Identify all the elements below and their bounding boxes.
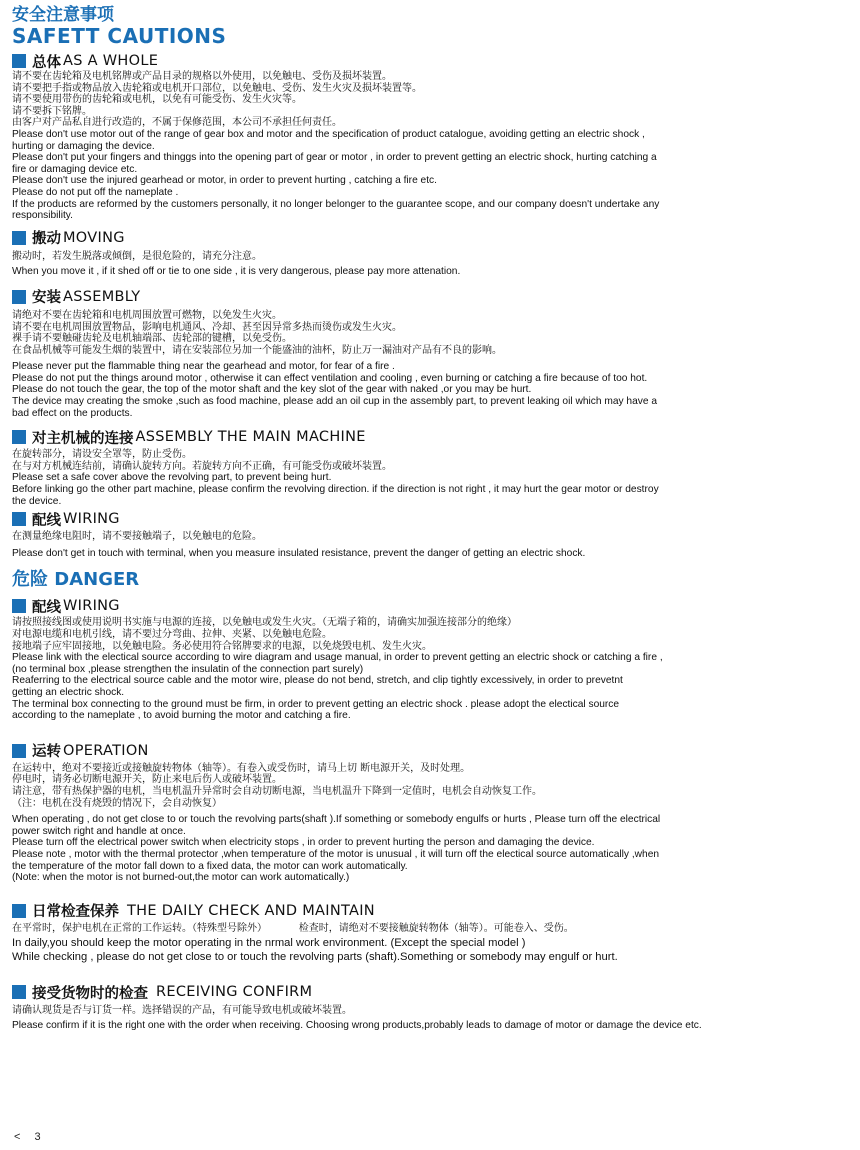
text-line: 请不要把手指或物品放入齿轮箱或电机开口部位，以免触电、受伤、发生火灾及损坏装置等。 — [12, 82, 422, 94]
text-line: The device may creating the smoke ,such as food machine, please add an oil cup in the assembly part, to prevent leaking oil which may have a — [12, 396, 657, 408]
operation-body — [12, 763, 848, 884]
section-title-en: WIRING — [63, 598, 120, 615]
section-header-whole — [12, 51, 848, 71]
section-title-cn: 安装 — [32, 290, 61, 307]
section-title-en: AS A WHOLE — [63, 53, 159, 69]
text-line: 请注意，带有热保护器的电机，当电机温升异常时会自动切断电源，当电机温升下降到一定值时，电机会自动恢复工作。 — [12, 785, 542, 797]
text-line: 对电源电缆和电机引线，请不要过分弯曲、拉伸、夹紧、以免触电危险。 — [12, 629, 332, 640]
section-title-en: RECEIVING CONFIRM — [156, 984, 313, 1001]
text-line: 搬动时，若发生脱落或倾倒，是很危险的，请充分注意。 — [12, 250, 262, 262]
text-line: Please don't get in touch with terminal, when you measure insulated resistance, prevent the danger of getting an electric shock. — [12, 547, 586, 559]
text-line: Please turn off the electrical power switch when electricity stops , in order to prevent hurting the person and damaging the device. — [12, 837, 595, 849]
text-line: 裸手请不要触碰齿轮及电机轴端部、齿轮部的键槽，以免受伤。 — [12, 333, 292, 345]
text-line: responsibility. — [12, 210, 73, 222]
previous-page-button[interactable]: < — [14, 1131, 21, 1143]
text-line: 在旋转部分，请设安全罩等，防止受伤。 — [12, 449, 192, 461]
moving-body — [12, 251, 848, 278]
page — [12, 0, 848, 1031]
daily-body — [12, 923, 848, 965]
text-line: When you move it , if it shed off or tie to one side , it is very dangerous, please pay more attenation. — [12, 266, 461, 278]
section-marker — [12, 430, 26, 444]
title-cn: 安全注意事项 — [12, 5, 114, 25]
text-line: according to the nameplate , to avoid burning the motor and catching a fire. — [12, 710, 351, 722]
wiring-body — [12, 531, 848, 559]
text-line: 请确认现货是否与订货一样。选择错误的产品，有可能导致电机或破坏装置。 — [12, 1005, 352, 1017]
title-en: SAFETT CAUTIONS — [12, 24, 227, 48]
text-line: bad effect on the products. — [12, 407, 133, 419]
text-line: 请不要在电机周围放置物品，影响电机通风、冷却、甚至因异常多热而烫伤或发生火灾。 — [12, 321, 402, 333]
text-line: In daily,you should keep the motor operating in the nrmal work environment. (Except the special model ) — [12, 937, 526, 950]
text-line: the device. — [12, 495, 62, 507]
section-title-cn: 搬动 — [32, 231, 61, 248]
section-marker — [12, 54, 26, 68]
text-line: hurting or damaging the device. — [12, 140, 155, 152]
section-title-en: ASSEMBLY THE MAIN MACHINE — [135, 429, 366, 446]
section-header-moving — [12, 228, 848, 248]
text-line: Please do not put off the nameplate . — [12, 186, 179, 198]
section-title-cn: 日常检查保养 — [32, 904, 119, 921]
text-line: Please note , motor with the thermal protector ,when temperature of the motor is unusual , it will turn off the electical source automatically ,when — [12, 848, 660, 860]
text-line: （注：电机在没有烧毁的情况下，会自动恢复） — [12, 797, 222, 809]
section-marker — [12, 599, 26, 613]
danger-title: 危险 DANGER — [12, 569, 140, 591]
text-line: When operating , do not get close to or touch the revolving parts(shaft ).If something or somebody engulfs or hurts , Please turn off the electrical — [12, 814, 661, 826]
text-line: Please never put the flammable thing near the gearhead and motor, for fear of a fire . — [12, 361, 395, 373]
text-line: 请不要在齿轮箱及电机铭牌或产品目录的规格以外使用，以免触电、受伤及损坏装置。 — [12, 71, 392, 82]
page-number: 3 — [34, 1131, 41, 1143]
text-line: Please do not touch the gear, the top of the motor shaft and the key slot of the gear with naked ,or you may be hurt. — [12, 384, 532, 396]
text-line: 请不要使用带伤的齿轮箱或电机，以免有可能受伤、发生火灾等。 — [12, 94, 302, 106]
section-title-en: THE DAILY CHECK AND MAINTAIN — [127, 902, 375, 919]
text-line: 在测量绝缘电阻时，请不要接触端子，以免触电的危险。 — [12, 531, 262, 543]
text-line: the temperature of the motor fall down to a fixed data, the motor can work automatically. — [12, 860, 408, 872]
text-line: Please confirm if it is the right one with the order when receiving. Choosing wrong products,probably leads to damage of motor or damage the device etc. — [12, 1019, 702, 1031]
whole-body — [12, 71, 848, 222]
main-machine-body — [12, 449, 848, 507]
text-line: Reaferring to the electrical source cable and the motor wire, please do not bend, stretch, and clip tightly excessively, in order to prevetnt — [12, 675, 623, 687]
text-line: Please don't put your fingers and thinggs into the opening part of gear or motor , in order to prevent getting an electric shock, hurting catching a — [12, 152, 657, 164]
text-line: Please set a safe cover above the revolving part, to prevent being hurt. — [12, 472, 332, 484]
section-header-wiring — [12, 509, 848, 529]
text-line: 在与对方机械连结前，请确认旋转方向。若旋转方向不正确，有可能受伤或破坏装置。 — [12, 460, 392, 472]
section-title-en: WIRING — [63, 511, 120, 528]
text-line: While checking , please do not get close to or touch the revolving parts (shaft).Something or somebody may engulf or hurt. — [12, 951, 618, 964]
pagination — [14, 1131, 41, 1143]
text-line: 请绝对不要在齿轮箱和电机周围放置可燃物，以免发生火灾。 — [12, 309, 282, 321]
section-title-cn: 总体 — [32, 54, 61, 71]
text-line: Please do not put the things around motor , otherwise it can effect ventilation and cooling , even burning or catching a fire because of too hot. — [12, 372, 648, 384]
section-marker — [12, 290, 26, 304]
text-line: (no terminal box ,please strengthen the insulatin of the connection part surely) — [12, 663, 364, 675]
text-line: Please don't use motor out of the range of gear box and motor and the specification of product catalogue, avoiding getting an electric shock , — [12, 128, 645, 140]
section-marker — [12, 904, 26, 918]
section-marker — [12, 985, 26, 999]
text-line: Please don't use the injured gearhead or motor, in order to prevent hurting , catching a fire etc. — [12, 175, 437, 187]
text-line: 请按照接线图或使用说明书实施与电源的连接，以免触电或发生火灾。（无端子箱的，请确实加强连接部分的绝缘） — [12, 617, 517, 629]
section-title-cn: 配线 — [32, 512, 61, 529]
section-marker — [12, 512, 26, 526]
text-line: Please link with the electical source according to wire diagram and usage manual, in order to prevent getting an electric shock or catching a fire , — [12, 652, 663, 664]
text-line: 停电时，请务必切断电源开关，防止来电后伤人或破坏装置。 — [12, 774, 282, 786]
text-line: 请不要拆下铭牌。 — [12, 105, 92, 117]
wiring-danger-body — [12, 617, 848, 721]
section-header-wiring-danger — [12, 596, 848, 616]
section-title-cn: 运转 — [32, 744, 61, 761]
text-line: 在食品机械等可能发生烟的装置中，请在安装部位另加一个能盛油的油杯，防止万一漏油对产品有不良的影响。 — [12, 344, 502, 356]
text-line: getting an electric shock. — [12, 686, 125, 698]
receiving-body — [12, 1005, 848, 1031]
section-header-daily — [12, 901, 848, 921]
text-line: 由客户对产品私自进行改造的，不属于保修范围，本公司不承担任何责任。 — [12, 117, 342, 129]
text-line: The terminal box connecting to the ground must be firm, in order to prevent getting an electric shock . please adopt the electical source — [12, 698, 620, 710]
section-title-cn: 配线 — [32, 599, 61, 616]
text-line: power switch right and handle at once. — [12, 825, 186, 837]
text-line: Before linking go the other part machine, please confirm the revolving direction. if the direction is not right , it may hurt the gear motor or destroy — [12, 484, 659, 496]
section-marker — [12, 744, 26, 758]
text-line: (Note: when the motor is not burned-out,the motor can work automatically.) — [12, 872, 350, 884]
section-header-assembly — [12, 287, 848, 307]
section-title-en: OPERATION — [63, 742, 149, 759]
assembly-body — [12, 310, 848, 419]
section-title-en: ASSEMBLY — [63, 288, 141, 305]
section-header-operation — [12, 741, 848, 761]
section-marker — [12, 231, 26, 245]
text-line: If the products are reformed by the customers personally, it no longer belonger to the guarantee scope, and our company doesn't undertake any — [12, 198, 660, 210]
section-title-cn: 对主机械的连接 — [32, 430, 134, 447]
text-line: 在平常时，保护电机在正常的工作运转。（特殊型号除外） 检查时，请绝对不要接触旋转物体（轴等）。可能卷入、受伤。 — [12, 922, 574, 934]
section-title-cn: 接受货物时的检查 — [32, 985, 148, 1002]
section-title-en: MOVING — [63, 229, 125, 246]
text-line: fire or damaging device etc. — [12, 163, 138, 175]
section-header-receiving — [12, 982, 848, 1002]
text-line: 在运转中，绝对不要接近或接触旋转物体（轴等）。有卷入或受伤时，请马上切 断电源开关，及时处理。 — [12, 762, 471, 774]
text-line: 接地端子应牢固接地，以免触电险。务必使用符合铭牌要求的电源，以免烧毁电机、发生火灾。 — [12, 640, 432, 652]
section-header-main-machine — [12, 427, 848, 447]
